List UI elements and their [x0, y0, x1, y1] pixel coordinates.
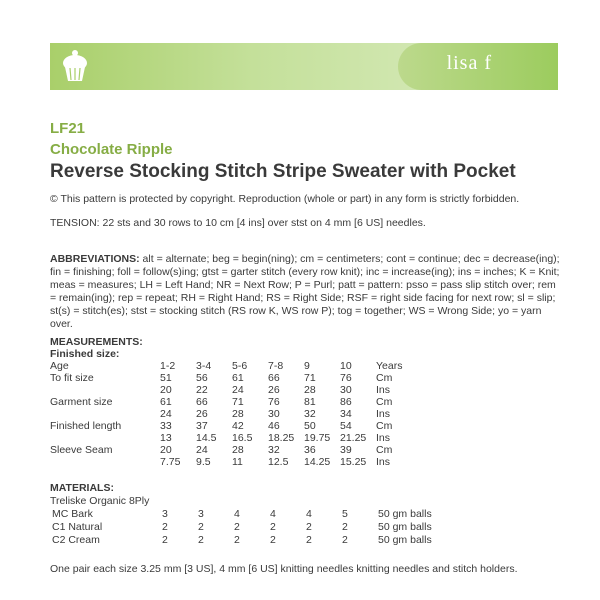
table-cell: 16.5	[232, 432, 253, 444]
table-cell: 3-4	[196, 360, 212, 372]
table-cell: 2	[162, 534, 168, 546]
table-row	[50, 396, 436, 408]
unit-cell: Cm	[376, 444, 393, 456]
table-cell: 15.25	[340, 456, 367, 468]
table-cell: 14.5	[196, 432, 217, 444]
table-row	[50, 384, 436, 396]
unit-cell: Ins	[376, 456, 391, 468]
row-label	[50, 456, 160, 468]
table-cell: 3	[198, 508, 204, 520]
table-cell: 5-6	[232, 360, 248, 372]
row-label: Garment size	[50, 396, 113, 408]
abbreviations-paragraph	[50, 253, 560, 331]
table-cell: 24	[232, 384, 244, 396]
table-cell: 61	[232, 372, 244, 384]
table-row	[50, 456, 436, 468]
table-cell: 42	[232, 420, 244, 432]
materials-heading: MATERIALS:	[50, 482, 114, 494]
row-label: C2 Cream	[52, 534, 100, 546]
table-cell: 71	[304, 372, 316, 384]
table-cell: 51	[160, 372, 172, 384]
table-cell: 86	[340, 396, 352, 408]
measurements-table	[50, 360, 436, 468]
unit-cell: 50 gm balls	[378, 534, 432, 546]
table-cell: 32	[268, 444, 280, 456]
unit-cell: 50 gm balls	[378, 521, 432, 533]
row-label: Finished length	[50, 420, 122, 432]
table-cell: 46	[268, 420, 280, 432]
table-cell: 1-2	[160, 360, 176, 372]
cupcake-icon	[61, 47, 89, 85]
table-cell: 7.75	[160, 456, 181, 468]
unit-cell: Cm	[376, 420, 393, 432]
table-cell: 2	[162, 521, 168, 533]
table-row	[50, 521, 432, 534]
yarn-name: Treliske Organic 8Ply	[50, 495, 150, 507]
unit-cell: Cm	[376, 396, 393, 408]
table-row	[50, 444, 436, 456]
tension-text: TENSION: 22 sts and 30 rows to 10 cm [4 ins] over stst on 4 mm [6 US] needles.	[50, 217, 426, 229]
row-label	[50, 432, 160, 444]
table-cell: 28	[232, 408, 244, 420]
pattern-subtitle: Chocolate Ripple	[50, 141, 173, 158]
row-label: C1 Natural	[52, 521, 103, 533]
abbreviations-text: alt = alternate; beg = begin(ning); cm = centimeters; cont = continue; dec = decrease(ing); fin = finishing; foll = follow(s)ing; gtst = garter stitch (every row knit); inc = increase(ing); ins = inches; K = Knit; meas = measures; LH = Left Hand; NR = Next Row; P = Purl; patt = pattern: psso = pass slip stitch over; rem = remain(ing); rep = repeat; RH = Right Hand; RS = Right Side; RSF = right side facing for next row; sl = slip; st(s) = stitch(es); stst = stocking stitch (RS row K, WS row P); tog = together; WS = Wrong Side; yo = yarn over.	[50, 253, 560, 330]
unit-cell: Ins	[376, 408, 391, 420]
table-cell: 28	[304, 384, 316, 396]
unit-cell: Ins	[376, 432, 391, 444]
table-cell: 36	[304, 444, 316, 456]
table-cell: 26	[268, 384, 280, 396]
table-cell: 3	[162, 508, 168, 520]
table-cell: 61	[160, 396, 172, 408]
table-cell: 10	[340, 360, 352, 372]
table-cell: 30	[340, 384, 352, 396]
table-cell: 9	[304, 360, 310, 372]
table-cell: 81	[304, 396, 316, 408]
table-row	[50, 432, 436, 444]
row-label: Age	[50, 360, 69, 372]
table-cell: 71	[232, 396, 244, 408]
table-cell: 32	[304, 408, 316, 420]
abbreviations-label: ABBREVIATIONS:	[50, 253, 140, 265]
pattern-title: Reverse Stocking Stitch Stripe Sweater with Pocket	[50, 161, 516, 182]
table-cell: 34	[340, 408, 352, 420]
table-cell: 28	[232, 444, 244, 456]
header-banner	[50, 43, 558, 90]
table-cell: 26	[196, 408, 208, 420]
pattern-code: LF21	[50, 120, 86, 137]
needles-note: One pair each size 3.25 mm [3 US], 4 mm [6 US] knitting needles knitting needles and stitch holders.	[50, 563, 518, 575]
table-cell: 39	[340, 444, 352, 456]
table-cell: 20	[160, 444, 172, 456]
table-cell: 7-8	[268, 360, 284, 372]
row-label: Sleeve Seam	[50, 444, 113, 456]
unit-cell: Years	[376, 360, 403, 372]
table-row	[50, 508, 432, 521]
table-cell: 2	[270, 534, 276, 546]
table-cell: 76	[268, 396, 280, 408]
row-label	[50, 408, 160, 420]
table-cell: 2	[342, 534, 348, 546]
table-cell: 11	[232, 456, 243, 468]
table-cell: 24	[160, 408, 172, 420]
row-label: To fit size	[50, 372, 94, 384]
table-cell: 54	[340, 420, 352, 432]
finished-size-heading: Finished size:	[50, 348, 120, 360]
table-cell: 4	[270, 508, 276, 520]
table-cell: 22	[196, 384, 208, 396]
table-cell: 2	[198, 534, 204, 546]
brand-logo: lisa f	[446, 52, 492, 74]
table-cell: 18.25	[268, 432, 295, 444]
unit-cell: 50 gm balls	[378, 508, 432, 520]
table-cell: 5	[342, 508, 348, 520]
row-label	[50, 384, 160, 396]
row-label: MC Bark	[52, 508, 93, 520]
table-cell: 76	[340, 372, 352, 384]
unit-cell: Ins	[376, 384, 391, 396]
table-cell: 2	[270, 521, 276, 533]
table-cell: 30	[268, 408, 280, 420]
table-cell: 2	[306, 521, 312, 533]
unit-cell: Cm	[376, 372, 393, 384]
table-cell: 24	[196, 444, 208, 456]
table-cell: 2	[306, 534, 312, 546]
table-cell: 20	[160, 384, 172, 396]
table-cell: 12.5	[268, 456, 289, 468]
brand-box	[398, 43, 558, 90]
materials-table	[50, 508, 432, 547]
table-row	[50, 360, 436, 372]
table-cell: 56	[196, 372, 208, 384]
table-row	[50, 372, 436, 384]
table-cell: 2	[198, 521, 204, 533]
table-cell: 2	[234, 534, 240, 546]
measurements-heading: MEASUREMENTS:	[50, 336, 143, 348]
table-cell: 66	[196, 396, 208, 408]
table-cell: 13	[160, 432, 172, 444]
table-cell: 66	[268, 372, 280, 384]
table-cell: 19.75	[304, 432, 331, 444]
table-row	[50, 408, 436, 420]
copyright-notice: © This pattern is protected by copyright. Reproduction (whole or part) in any form is strictly forbidden.	[50, 193, 520, 205]
table-cell: 9.5	[196, 456, 211, 468]
table-row	[50, 420, 436, 432]
table-cell: 33	[160, 420, 172, 432]
table-row	[50, 534, 432, 547]
table-cell: 4	[234, 508, 240, 520]
table-cell: 21.25	[340, 432, 367, 444]
table-cell: 14.25	[304, 456, 331, 468]
table-cell: 4	[306, 508, 312, 520]
table-cell: 37	[196, 420, 208, 432]
table-cell: 2	[234, 521, 240, 533]
table-cell: 2	[342, 521, 348, 533]
table-cell: 50	[304, 420, 316, 432]
